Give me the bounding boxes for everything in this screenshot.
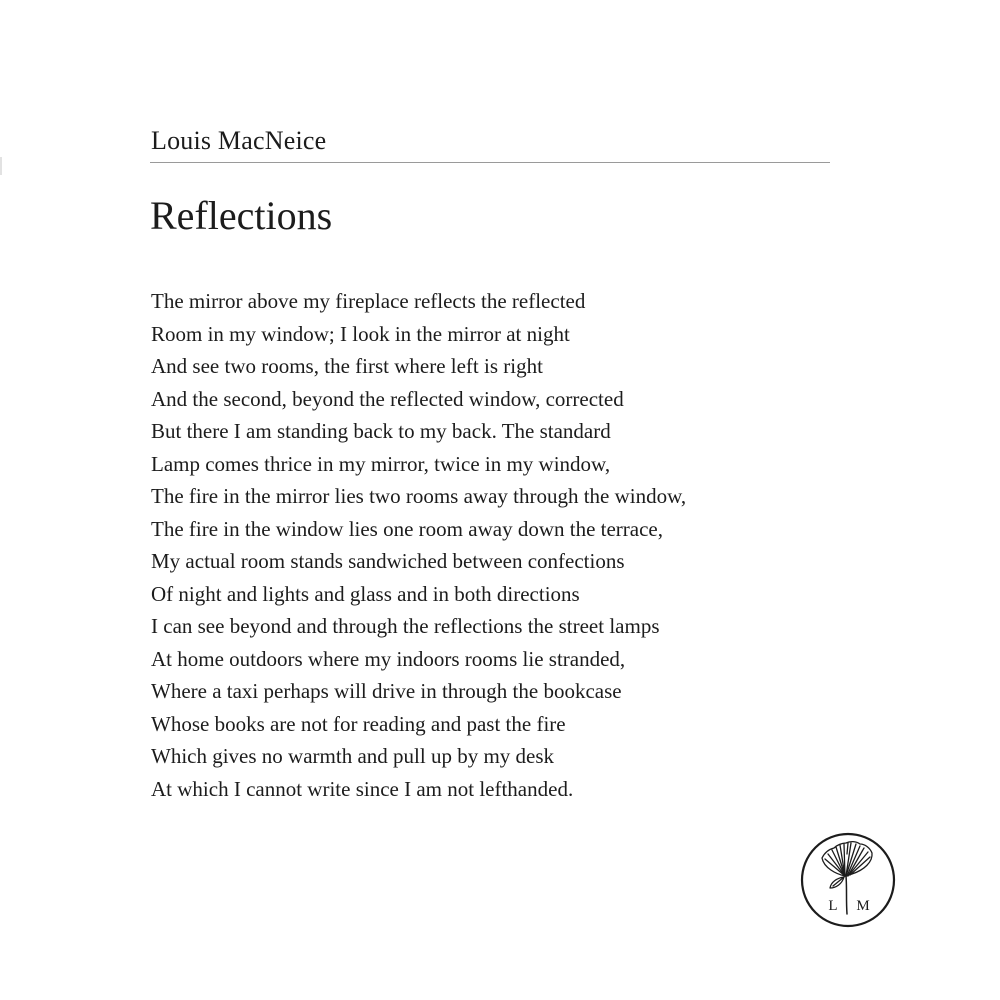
poem-line: The mirror above my fireplace reflects the reflected (151, 289, 586, 313)
header-divider (150, 162, 830, 163)
poem-line: Lamp comes thrice in my mirror, twice in my window, (151, 451, 611, 476)
poem-line: Room in my window; I look in the mirror at night (151, 321, 570, 346)
poem-body (151, 285, 686, 805)
edge-mark (0, 157, 2, 175)
poem-line: I can see beyond and through the reflections the street lamps (151, 614, 660, 638)
poem-line: At home outdoors where my indoors rooms lie stranded, (151, 646, 626, 671)
poem-line: Which gives no warmth and pull up by my desk (151, 744, 555, 768)
poem-line: The fire in the mirror lies two rooms away through the window, (151, 484, 687, 508)
poem-line: But there I am standing back to my back. The standard (151, 419, 611, 443)
poem-line: At which I cannot write since I am not lefthanded. (151, 776, 574, 801)
logo-letter-right: M (856, 898, 870, 914)
poem-line: The fire in the window lies one room away down the terrace, (151, 516, 663, 541)
poem-author: Louis MacNeice (151, 126, 327, 155)
logo-letter-left: L (828, 898, 838, 914)
poem-line: Where a taxi perhaps will drive in through the bookcase (151, 679, 622, 703)
lm-logo (800, 832, 896, 928)
poem-line: And see two rooms, the first where left is right (151, 354, 543, 378)
poem-line: Of night and lights and glass and in both directions (151, 581, 580, 606)
poem-line: And the second, beyond the reflected window, corrected (151, 386, 624, 411)
poem-line: Whose books are not for reading and past the fire (151, 711, 566, 736)
poem-title: Reflections (150, 193, 333, 238)
poem-line: My actual room stands sandwiched between confections (151, 549, 625, 573)
